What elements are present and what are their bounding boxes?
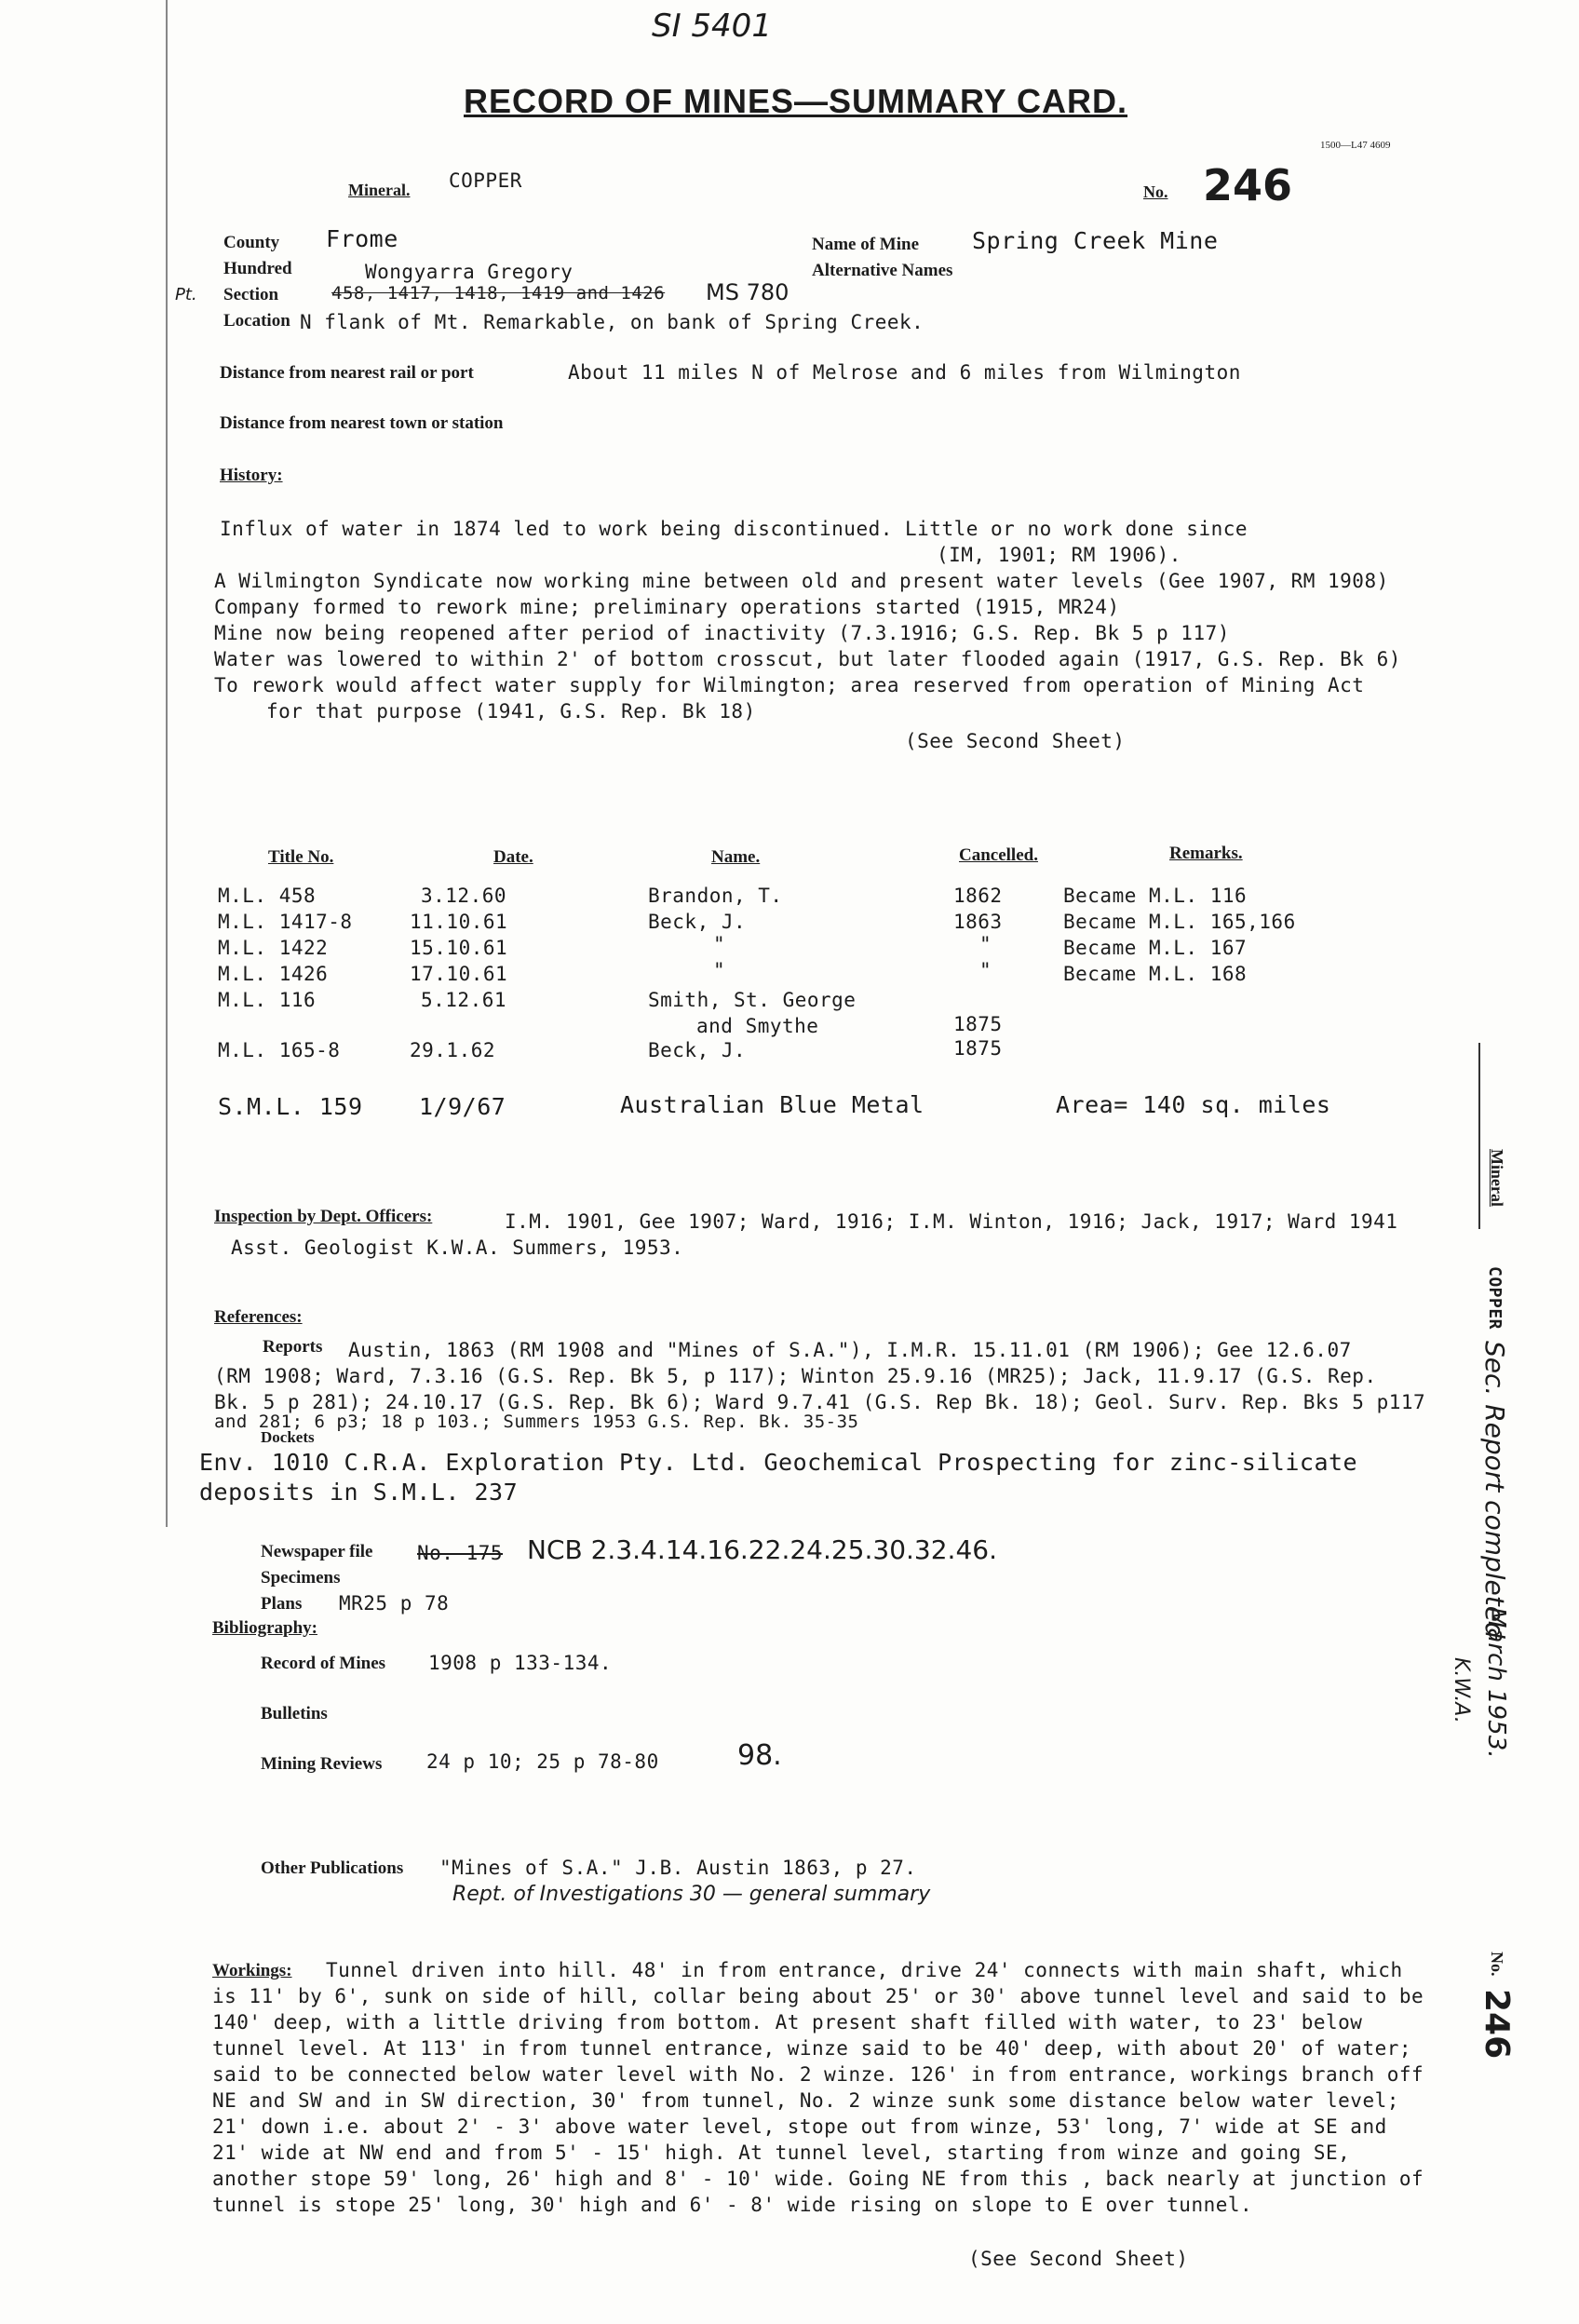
bibliography-label: Bibliography: <box>212 1618 317 1638</box>
cancelled-cell: 1862 <box>953 885 1003 907</box>
name-cell: Brandon, T. <box>648 885 783 907</box>
name-cell: " <box>713 959 726 981</box>
distance-rail-label: Distance from nearest rail or port <box>220 363 474 383</box>
name-cell: Australian Blue Metal <box>620 1091 924 1118</box>
date-cell: 5.12.61 <box>421 989 507 1011</box>
history-label: History: <box>220 466 283 485</box>
location-label: Location <box>223 311 290 331</box>
history-line: for that purpose (1941, G.S. Rep. Bk 18) <box>266 700 756 723</box>
titles-header-title-no: Title No. <box>268 847 334 867</box>
history-line: To rework would affect water supply for Wilmington; area reserved from operation of Mining Act <box>214 674 1365 696</box>
dockets-line: deposits in S.M.L. 237 <box>199 1479 519 1506</box>
dockets-line: Env. 1010 C.R.A. Exploration Pty. Ltd. Geochemical Prospecting for zinc-silicate <box>199 1449 1358 1476</box>
margin-note: Sec. Report completed <box>1479 1341 1510 1639</box>
remarks-cell: Became M.L. 167 <box>1063 937 1248 959</box>
title-cell: M.L. 1426 <box>218 963 329 985</box>
reports-line: (RM 1908; Ward, 7.3.16 (G.S. Rep. Bk 5, p 117); Winton 25.9.16 (MR25); Jack, 11.9.17 (G.S. Rep. <box>214 1365 1377 1387</box>
mining-reviews-hand: 98. <box>737 1739 782 1772</box>
margin-mineral-label: Mineral <box>1488 1149 1506 1207</box>
name-cell: Beck, J. <box>648 1039 747 1061</box>
workings-see-second: (See Second Sheet) <box>968 2248 1189 2270</box>
history-line: (IM, 1901; RM 1906). <box>937 544 1181 566</box>
date-cell: 15.10.61 <box>410 937 508 959</box>
mineral-value: COPPER <box>449 169 522 192</box>
newspaper-label: Newspaper file <box>261 1542 373 1561</box>
cancelled-cell: " <box>979 933 992 955</box>
margin-date: March 1953. <box>1482 1607 1510 1759</box>
name-cell: Smith, St. George <box>648 989 857 1011</box>
name-cell: Beck, J. <box>648 911 747 933</box>
title-cell: M.L. 1422 <box>218 937 329 959</box>
inspection-line: Asst. Geologist K.W.A. Summers, 1953. <box>231 1236 684 1259</box>
inspection-line: I.M. 1901, Gee 1907; Ward, 1916; I.M. Winton, 1916; Jack, 1917; Ward 1941 <box>505 1210 1398 1233</box>
cancelled-cell: 1875 <box>953 1013 1003 1035</box>
hundred-value: Wongyarra Gregory <box>365 261 574 283</box>
titles-header-name: Name. <box>711 847 761 867</box>
mine-name-label: Name of Mine <box>812 235 920 254</box>
remarks-cell: Became M.L. 168 <box>1063 963 1248 985</box>
section-prefix: Pt. <box>175 285 197 304</box>
plans-value: MR25 p 78 <box>339 1592 450 1615</box>
title-cell: M.L. 116 <box>218 989 317 1011</box>
card-ref-number: SI 5401 <box>652 7 772 45</box>
newspaper-value: NCB 2.3.4.14.16.22.24.25.30.32.46. <box>527 1534 997 1565</box>
alt-names-label: Alternative Names <box>812 261 953 280</box>
mining-reviews-label: Mining Reviews <box>261 1754 383 1774</box>
titles-header-cancelled: Cancelled. <box>959 845 1038 865</box>
title-cell: S.M.L. 159 <box>218 1093 363 1120</box>
titles-header-date: Date. <box>493 847 533 867</box>
reports-line: Austin, 1863 (RM 1908 and "Mines of S.A."), I.M.R. 15.11.01 (RM 1906); Gee 12.6.07 <box>348 1339 1352 1361</box>
mine-name-value: Spring Creek Mine <box>972 227 1219 254</box>
other-publications-value: "Mines of S.A." J.B. Austin 1863, p 27. <box>439 1857 917 1879</box>
title-cell: M.L. 458 <box>218 885 317 907</box>
county-label: County <box>223 233 280 252</box>
margin-no-value: 246 <box>1478 1989 1516 2060</box>
plans-label: Plans <box>261 1594 303 1614</box>
workings-line: said to be connected below water level with No. 2 winze. 126' in from entrance, workings branch off <box>212 2063 1424 2086</box>
history-line: Company formed to rework mine; preliminary operations started (1915, MR24) <box>214 596 1120 618</box>
reports-label: Reports <box>263 1337 323 1357</box>
history-line: Influx of water in 1874 led to work being discontinued. Little or no work done since <box>220 518 1248 540</box>
card-no-label: No. <box>1143 182 1168 201</box>
other-publications-hand: Rept. of Investigations 30 — general summary <box>452 1883 931 1906</box>
form-code: 1500—L47 4609 <box>1320 140 1391 151</box>
history-line: Water was lowered to within 2' of bottom crosscut, but later flooded again (1917, G.S. Rep. Bk 6) <box>214 648 1401 670</box>
record-of-mines-label: Record of Mines <box>261 1654 386 1673</box>
record-of-mines-value: 1908 p 133-134. <box>428 1652 613 1674</box>
workings-line: is 11' by 6', sunk on side of hill, collar being about 25' or 30' above tunnel level and said to be <box>212 1985 1424 2007</box>
card-edge <box>166 0 168 1527</box>
name-cell: " <box>713 933 726 955</box>
references-label: References: <box>214 1307 303 1327</box>
workings-line: tunnel is stope 25' long, 30' high and 6' - 8' wide rising on slope to E over tunnel. <box>212 2194 1253 2216</box>
section-label: Section <box>223 285 279 304</box>
title-cell: M.L. 165-8 <box>218 1039 341 1061</box>
workings-line: tunnel level. At 113' in from tunnel entrance, winze said to be 40' deep, with about 20' of water; <box>212 2037 1412 2060</box>
workings-line: another stope 59' long, 26' high and 8' - 10' wide. Going NE from this , back nearly at junction of <box>212 2168 1424 2190</box>
reports-line: Bk. 5 p 281); 24.10.17 (G.S. Rep. Bk 6); Ward 9.7.41 (G.S. Rep Bk. 18); Geol. Surv. Rep. Bks 5 p117 <box>214 1391 1426 1413</box>
date-cell: 1/9/67 <box>419 1093 506 1120</box>
mining-reviews-value: 24 p 10; 25 p 78-80 <box>426 1750 659 1773</box>
workings-line: 21' wide at NW end and from 5' - 15' high. At tunnel level, starting from winze and going SE, <box>212 2142 1351 2164</box>
title-cell: M.L. 1417-8 <box>218 911 353 933</box>
workings-label: Workings: <box>212 1961 292 1980</box>
inspection-label: Inspection by Dept. Officers: <box>214 1207 433 1226</box>
workings-line: Tunnel driven into hill. 48' in from entrance, drive 24' connects with main shaft, which <box>326 1959 1403 1981</box>
margin-mineral-value: COPPER <box>1485 1266 1505 1331</box>
date-cell: 29.1.62 <box>410 1039 496 1061</box>
section-value: 458, 1417, 1418, 1419 and 1426 <box>331 283 666 304</box>
section-note: MS 780 <box>706 279 790 305</box>
remarks-cell: Became M.L. 165,166 <box>1063 911 1296 933</box>
workings-line: NE and SW and in SW direction, 30' from tunnel, No. 2 winze sunk some distance below water level; <box>212 2089 1399 2112</box>
cancelled-cell: " <box>979 959 992 981</box>
titles-header-remarks: Remarks. <box>1169 844 1243 863</box>
margin-no-label: No. <box>1488 1952 1506 1977</box>
workings-line: 140' deep, with a little driving from bottom. At present shaft filled with water, to 23' below <box>212 2011 1363 2034</box>
reports-line: and 281; 6 p3; 18 p 103.; Summers 1953 G.S. Rep. Bk. 35-35 <box>214 1412 859 1432</box>
cancelled-cell: 1863 <box>953 911 1003 933</box>
date-cell: 3.12.60 <box>421 885 507 907</box>
mineral-label: Mineral. <box>348 181 411 199</box>
newspaper-struck: No. 175 <box>417 1542 504 1564</box>
date-cell: 17.10.61 <box>410 963 508 985</box>
workings-line: 21' down i.e. about 2' - 3' above water level, stope out from winze, 53' long, 7' wide at SE and <box>212 2115 1387 2138</box>
dockets-label: Dockets <box>261 1428 315 1446</box>
location-value: N flank of Mt. Remarkable, on bank of Spring Creek. <box>300 311 924 333</box>
card-no-value: 246 <box>1203 160 1293 210</box>
county-value: Frome <box>326 225 398 252</box>
distance-rail-value: About 11 miles N of Melrose and 6 miles from Wilmington <box>568 361 1241 384</box>
date-cell: 11.10.61 <box>410 911 508 933</box>
remarks-cell: Became M.L. 116 <box>1063 885 1248 907</box>
hundred-label: Hundred <box>223 259 292 278</box>
distance-town-label: Distance from nearest town or station <box>220 413 504 433</box>
cancelled-cell: 1875 <box>953 1037 1003 1060</box>
history-line: A Wilmington Syndicate now working mine between old and present water levels (Gee 1907, RM 1908) <box>214 570 1389 592</box>
history-line: Mine now being reopened after period of inactivity (7.3.1916; G.S. Rep. Bk 5 p 117) <box>214 622 1230 644</box>
other-publications-label: Other Publications <box>261 1858 404 1878</box>
remarks-cell: Area= 140 sq. miles <box>1056 1091 1331 1118</box>
name-cell: and Smythe <box>696 1015 819 1037</box>
specimens-label: Specimens <box>261 1568 341 1588</box>
bulletins-label: Bulletins <box>261 1704 328 1723</box>
history-see-second: (See Second Sheet) <box>905 730 1126 752</box>
margin-initials: K.W.A. <box>1450 1657 1473 1723</box>
margin-rule <box>1478 1043 1480 1229</box>
card-title: RECORD OF MINES—SUMMARY CARD. <box>464 82 1128 120</box>
